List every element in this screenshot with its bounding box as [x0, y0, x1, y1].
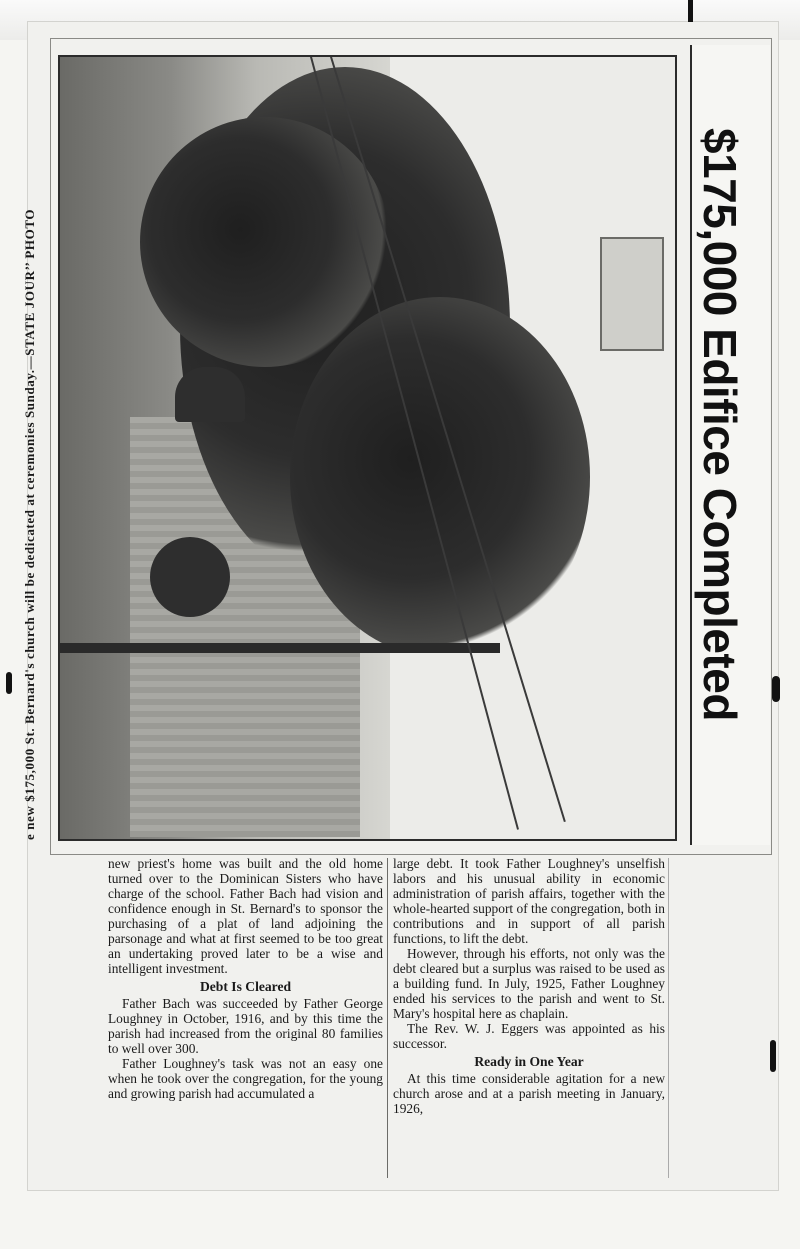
article-column-left [108, 856, 383, 1101]
tree-crown-lower [290, 297, 590, 657]
church-photo [58, 55, 677, 841]
subheading: Ready in One Year [474, 1054, 584, 1069]
article-paragraph: Father Bach was succeeded by Father George Loughney in October, 1916, and by this time the parish had increased from the original 80 families to well over 300. [108, 996, 383, 1056]
column-right-edge [668, 858, 669, 1178]
photo-caption-wrap [22, 40, 44, 840]
utility-pole [60, 643, 500, 653]
door-arch [175, 367, 245, 422]
article-paragraph: The Rev. W. J. Eggers was appointed as his successor. [393, 1021, 665, 1051]
rose-window [150, 537, 230, 617]
distant-steeple [600, 237, 664, 351]
ink-mark [6, 672, 12, 694]
article-column-right [393, 856, 665, 1116]
article-paragraph: However, through his efforts, not only was the debt cleared but a surplus was raised to be used as a building fund. In July, 1925, Father Loughney ended his services to the parish and went to St. Mary's hospital here as chaplain. [393, 946, 665, 1021]
article-paragraph: Father Loughney's task was not an easy one when he took over the congregation, for the young and growing parish had accumulated a [108, 1056, 383, 1101]
ink-mark [688, 0, 693, 22]
headline: $175,000 Edifice Completed [694, 128, 746, 721]
ink-mark [772, 676, 780, 702]
headline-wrap [685, 128, 755, 768]
article-paragraph: large debt. It took Father Loughney's unselfish labors and his unusual ability in economic administration of parish affairs, together with the whole-hearted support of the congregation, both in contributions and in support of all parish functions, to lift the debt. [393, 856, 665, 946]
ink-mark [770, 1040, 776, 1072]
subheading: Debt Is Cleared [199, 979, 292, 994]
article-paragraph: new priest's home was built and the old home turned over to the Dominican Sisters who have charge of the school. Father Bach had vision and confidence enough in St. Bernard's to sponsor the purchasing of a plat of land adjoining the parsonage and what at first seemed to be too great an undertaking proved later to be a wise and intelligent investment. [108, 856, 383, 976]
photo-caption: e new $175,000 St. Bernard's church will be dedicated at ceremonies Sunday.—STATE JOUR’’ PHOTO [22, 208, 37, 840]
column-divider [387, 858, 388, 1178]
article-paragraph: At this time considerable agitation for a new church arose and at a parish meeting in January, 1926, [393, 1071, 665, 1116]
tree-crown-top [140, 117, 390, 367]
